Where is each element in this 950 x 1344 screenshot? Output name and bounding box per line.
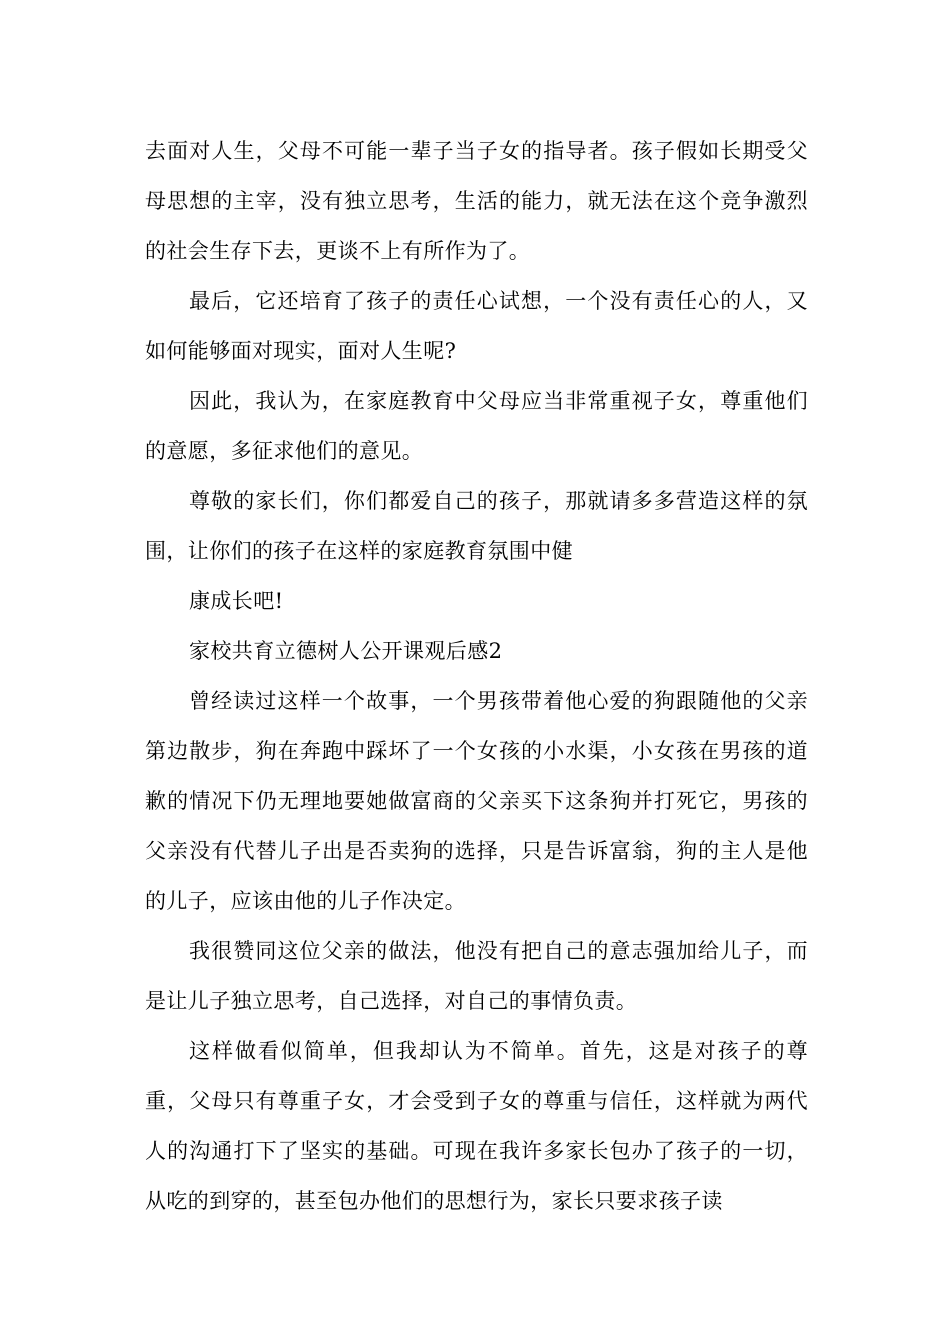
paragraph-3: 因此，我认为，在家庭教育中父母应当非常重视子女，尊重他们的意愿，多征求他们的意见。 (145, 389, 808, 463)
paragraph-4: 尊敬的家长们，你们都爱自己的孩子，那就请多多营造这样的氛围，让你们的孩子在这样的家庭教育氛围中健 (145, 489, 808, 563)
paragraph-6: 曾经读过这样一个故事，一个男孩带着他心爱的狗跟随他的父亲第边散步，狗在奔跑中踩坏了一个女孩的小水渠，小女孩在男孩的道歉的情况下仍无理地要她做富商的父亲买下这条狗并打死它，男孩的父亲没有代替儿子出是否卖狗的选择，只是告诉富翁，狗的主人是他的儿子，应该由他的儿子作决定。 (145, 689, 808, 913)
section-title: 家校共育立德树人公开课观后感2 (189, 639, 503, 663)
paragraph-2: 最后，它还培育了孩子的责任心试想，一个没有责任心的人，又如何能够面对现实，面对人生呢? (145, 289, 808, 363)
paragraph-8: 这样做看似简单，但我却认为不简单。首先，这是对孩子的尊重，父母只有尊重子女，才会受到子女的尊重与信任，这样就为两代人的沟通打下了坚实的基础。可现在我许多家长包办了孩子的一切，从吃的到穿的，甚至包办他们的思想行为，家长只要求孩子读 (145, 1039, 808, 1213)
document-body (145, 126, 808, 1226)
paragraph-1: 去面对人生，父母不可能一辈子当子女的指导者。孩子假如长期受父母思想的主宰，没有独立思考，生活的能力，就无法在这个竞争激烈的社会生存下去，更谈不上有所作为了。 (145, 139, 808, 263)
paragraph-7: 我很赞同这位父亲的做法，他没有把自己的意志强加给儿子，而是让儿子独立思考，自己选择，对自己的事情负责。 (145, 939, 808, 1013)
paragraph-5: 康成长吧! (189, 589, 284, 613)
